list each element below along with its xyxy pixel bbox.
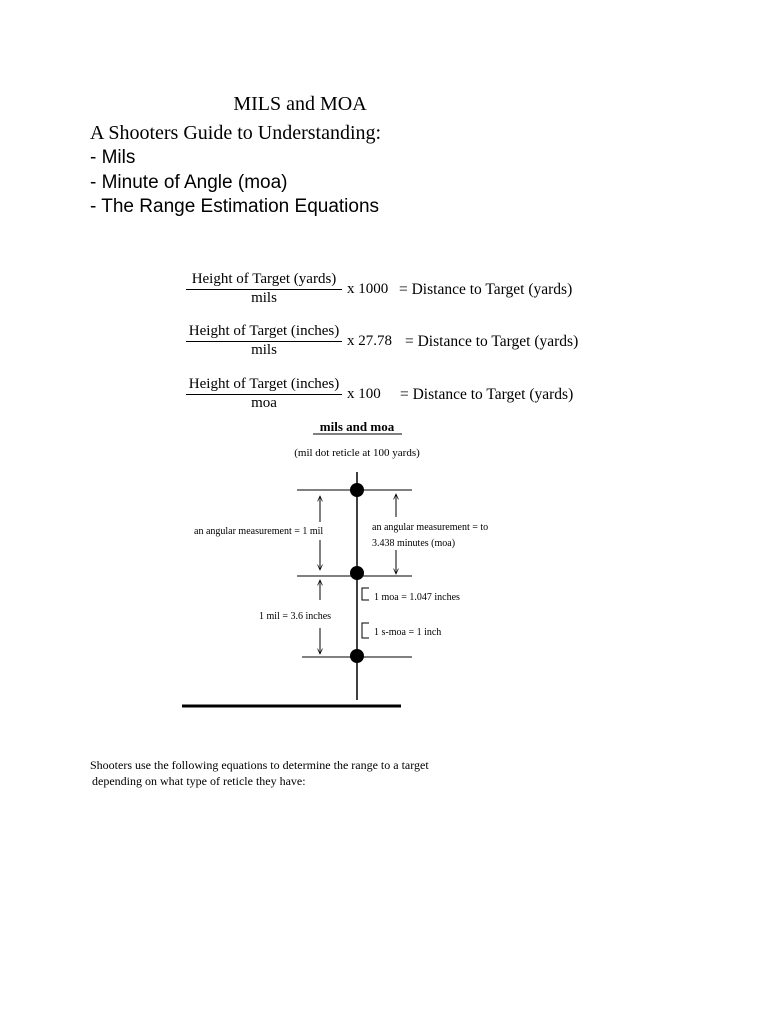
label-angular-moa-2: 3.438 minutes (moa) xyxy=(372,538,456,549)
label-1-smoa: 1 s-moa = 1 inch xyxy=(374,627,442,638)
mil-dot-middle xyxy=(350,566,364,580)
equation-multiplier: x 100 xyxy=(347,386,381,402)
page-subtitle: A Shooters Guide to Understanding: xyxy=(90,122,382,144)
bullet-range-equations: - The Range Estimation Equations xyxy=(90,196,380,217)
equation-numerator: Height of Target (inches) xyxy=(186,376,342,395)
label-1-moa: 1 moa = 1.047 inches xyxy=(374,592,460,603)
label-1-mil-inches: 1 mil = 3.6 inches xyxy=(259,611,332,622)
equation-result: = Distance to Target (yards) xyxy=(399,281,573,298)
equation-multiplier: x 1000 xyxy=(347,281,389,297)
mil-dot-bottom xyxy=(350,649,364,663)
caption-line-2: depending on what type of reticle they have: xyxy=(92,774,306,788)
diagram-subtitle: (mil dot reticle at 100 yards) xyxy=(294,447,420,459)
equation-result: = Distance to Target (yards) xyxy=(405,333,579,350)
equation-numerator: Height of Target (yards) xyxy=(186,271,342,290)
equation-multiplier: x 27.78 xyxy=(347,333,392,349)
equation-result: = Distance to Target (yards) xyxy=(400,386,574,403)
diagram-title: mils and moa xyxy=(319,419,395,434)
label-angular-1-mil: an angular measurement = 1 mil xyxy=(194,526,324,537)
equation-denominator: moa xyxy=(251,395,277,411)
equation-numerator: Height of Target (inches) xyxy=(186,323,342,342)
label-angular-moa-1: an angular measurement = to xyxy=(372,522,489,533)
bracket-smoa xyxy=(362,623,369,638)
caption-line-1: Shooters use the following equations to determine the range to a target xyxy=(90,758,429,772)
bracket-moa xyxy=(362,588,369,600)
page-title: MILS and MOA xyxy=(233,93,367,115)
mil-dot-top xyxy=(350,483,364,497)
equation-denominator: mils xyxy=(251,342,277,358)
bullet-moa: - Minute of Angle (moa) xyxy=(90,172,288,193)
equation-denominator: mils xyxy=(251,290,277,306)
bullet-mils: - Mils xyxy=(90,147,136,168)
